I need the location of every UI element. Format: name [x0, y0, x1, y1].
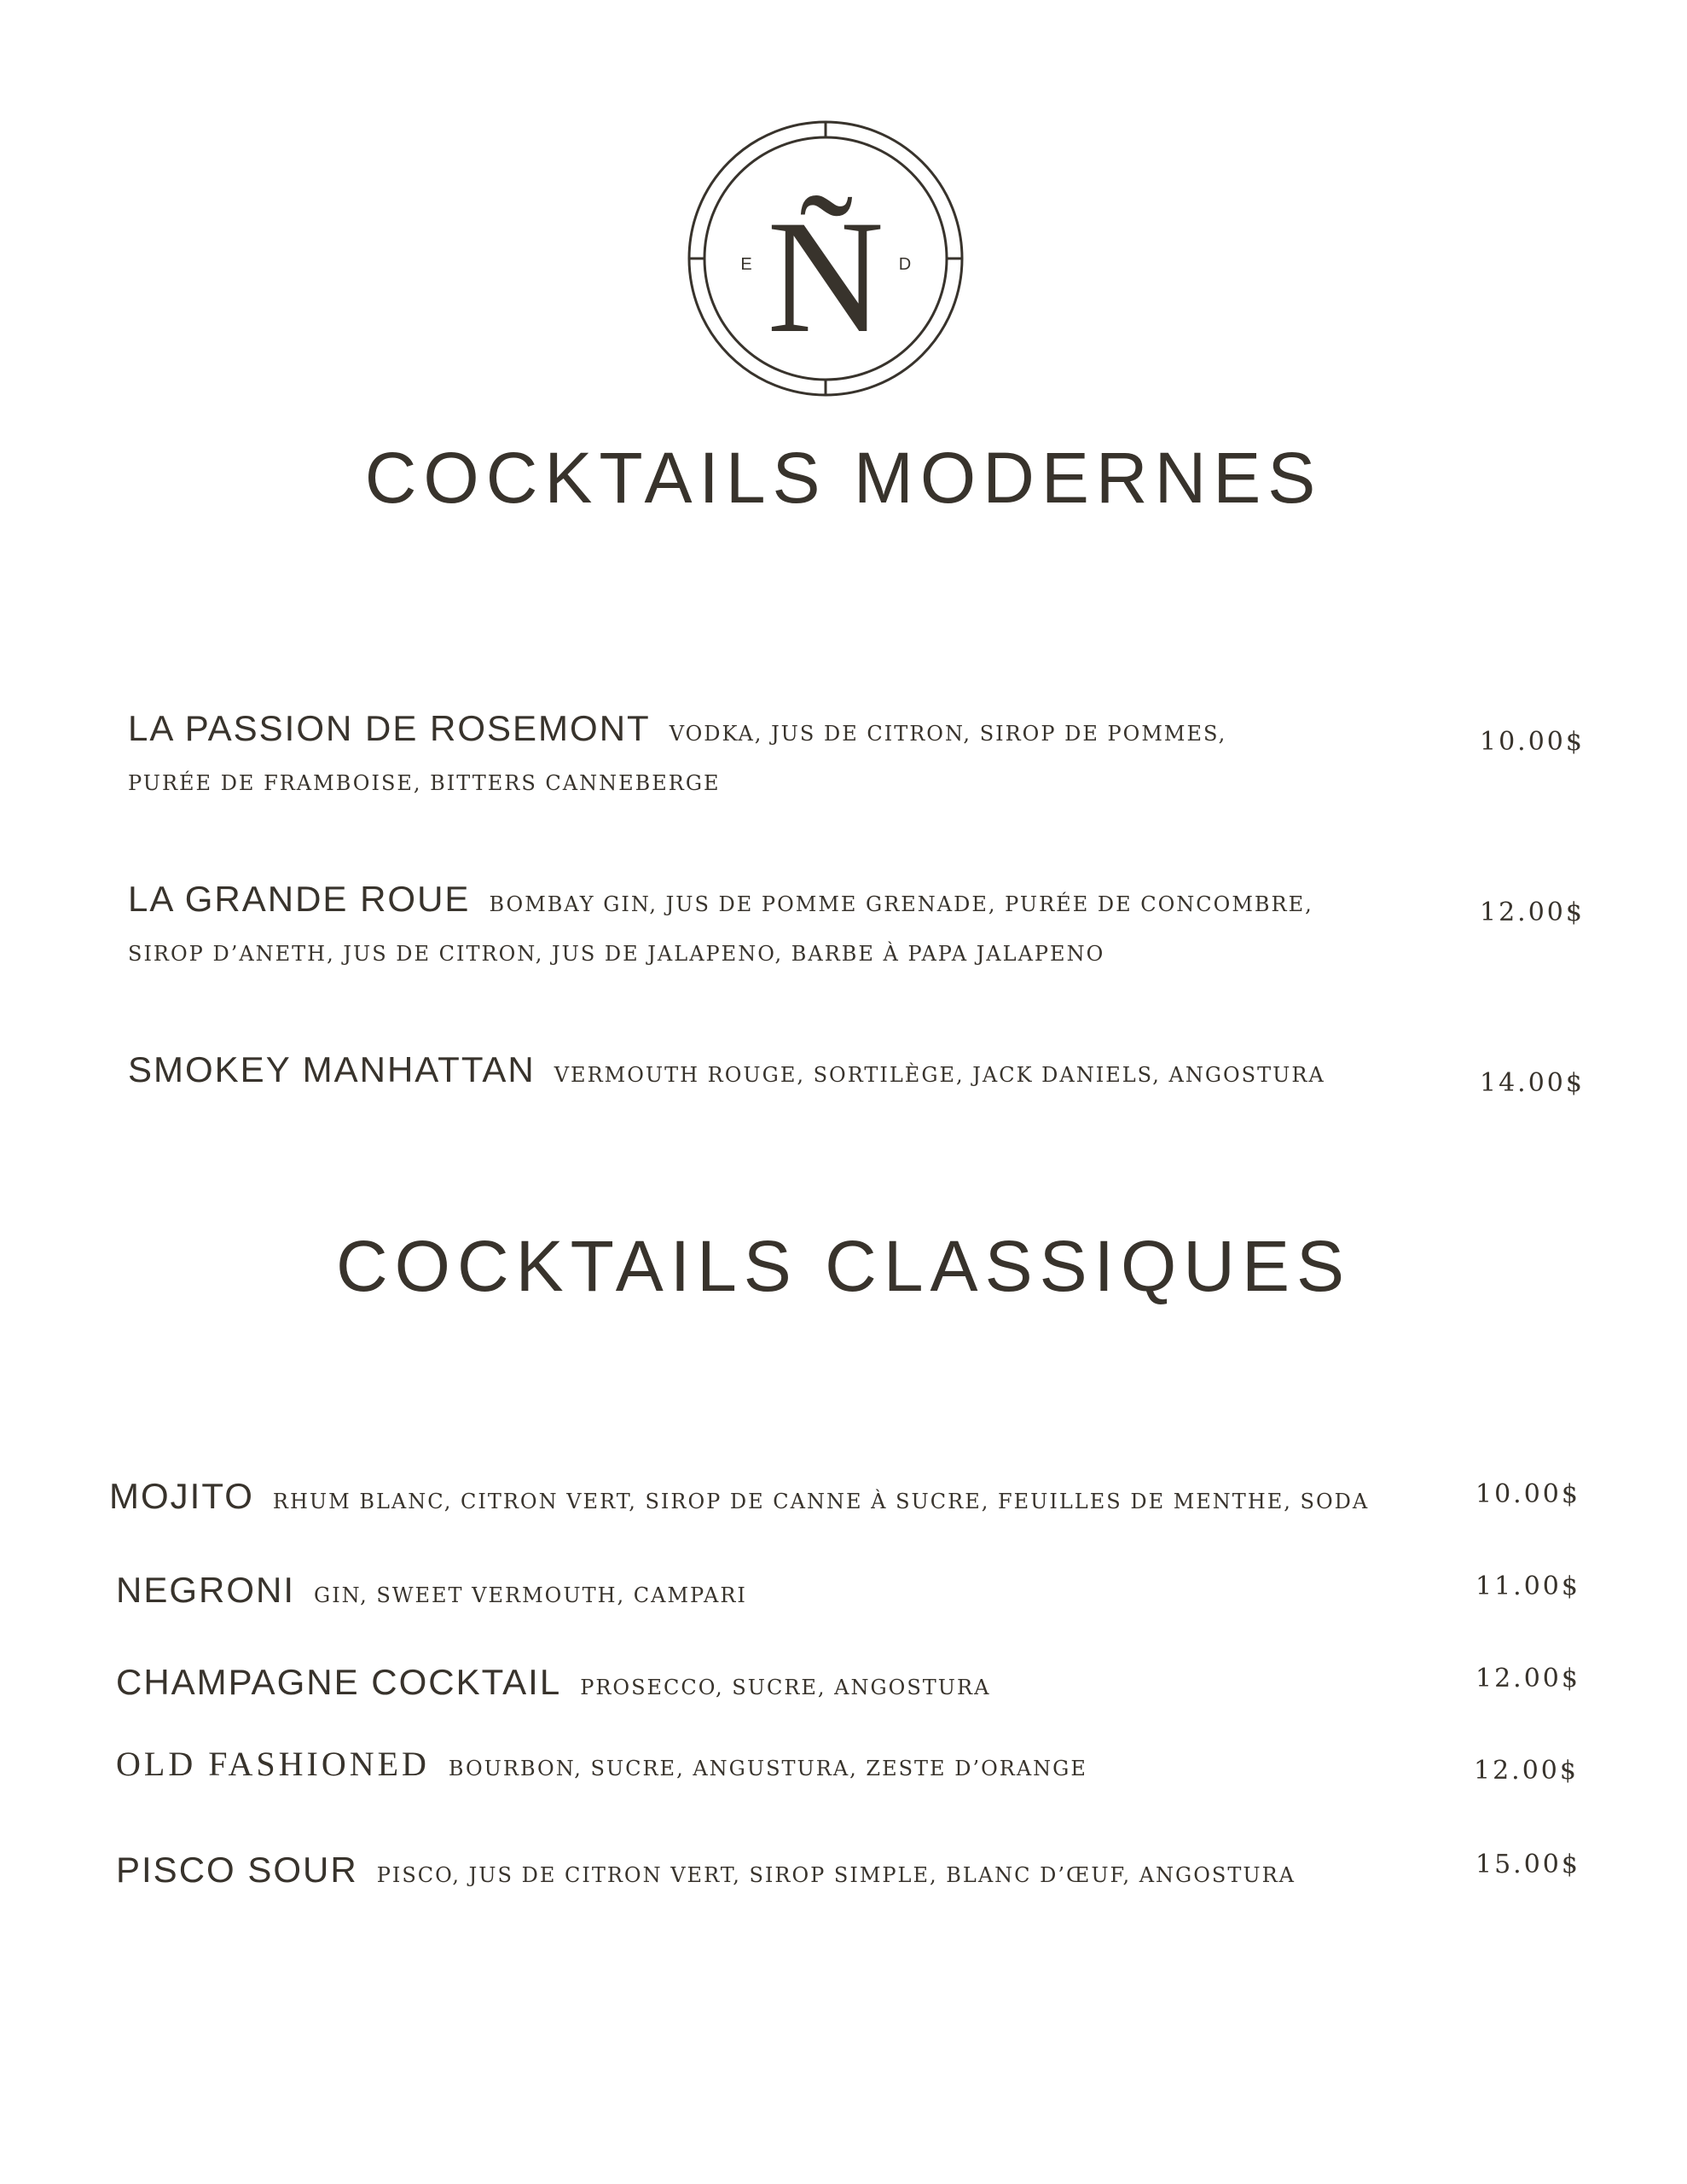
- item-heading: [116, 1850, 1296, 1891]
- section-title-classic: COCKTAILS CLASSIQUES: [335, 1226, 1352, 1306]
- item-description: VODKA, JUS DE CITRON, SIROP DE POMMES,: [669, 722, 1227, 746]
- item-name: PISCO SOUR: [116, 1850, 358, 1890]
- item-description-continued: SIROP D’ANETH, JUS DE CITRON, JUS DE JALAPENO, BARBE À PAPA JALAPENO: [128, 942, 1105, 966]
- item-price: 10.00$: [1475, 1479, 1580, 1509]
- logo-right-letter: D: [898, 255, 912, 274]
- item-heading: [109, 1476, 1369, 1517]
- item-price: 11.00$: [1475, 1571, 1580, 1601]
- item-name: LA GRANDE ROUE: [128, 879, 471, 919]
- restaurant-logo: [685, 118, 966, 399]
- item-heading: [116, 1744, 1087, 1784]
- item-description: GIN, SWEET VERMOUTH, CAMPARI: [314, 1583, 747, 1607]
- item-price: 12.00$: [1480, 897, 1585, 927]
- item-heading: [128, 879, 1313, 920]
- item-heading: [128, 708, 1226, 749]
- item-description: PISCO, JUS DE CITRON VERT, SIROP SIMPLE, BLANC D’ŒUF, ANGOSTURA: [376, 1863, 1296, 1887]
- item-description: BOMBAY GIN, JUS DE POMME GRENADE, PURÉE DE CONCOMBRE,: [489, 892, 1313, 916]
- item-name: OLD FASHIONED: [116, 1745, 430, 1783]
- logo-left-letter: E: [740, 255, 752, 274]
- item-price: 10.00$: [1480, 727, 1585, 757]
- item-price: 14.00$: [1480, 1068, 1585, 1098]
- item-name: MOJITO: [109, 1476, 254, 1516]
- item-description: BOURBON, SUCRE, ANGUSTURA, ZESTE D’ORANGE: [448, 1757, 1087, 1780]
- item-description: PROSECCO, SUCRE, ANGOSTURA: [580, 1676, 991, 1699]
- item-name: LA PASSION DE ROSEMONT: [128, 708, 651, 748]
- logo-initial: Ñ: [767, 188, 884, 367]
- item-description: VERMOUTH ROUGE, SORTILÈGE, JACK DANIELS, ANGOSTURA: [554, 1063, 1325, 1087]
- logo-emblem-icon: [685, 118, 966, 399]
- item-price: 12.00$: [1475, 1664, 1580, 1693]
- item-price: 15.00$: [1475, 1850, 1580, 1879]
- section-title-modern: COCKTAILS MODERNES: [364, 438, 1323, 518]
- item-heading: [128, 1049, 1325, 1090]
- item-name: CHAMPAGNE COCKTAIL: [116, 1662, 562, 1702]
- item-description: RHUM BLANC, CITRON VERT, SIROP DE CANNE À SUCRE, FEUILLES DE MENTHE, SODA: [272, 1490, 1370, 1513]
- item-description-continued: PURÉE DE FRAMBOISE, BITTERS CANNEBERGE: [128, 771, 721, 795]
- item-price: 12.00$: [1474, 1756, 1579, 1786]
- item-name: NEGRONI: [116, 1570, 296, 1610]
- item-heading: [116, 1570, 747, 1611]
- item-heading: [116, 1662, 990, 1703]
- item-name: SMOKEY MANHATTAN: [128, 1049, 536, 1089]
